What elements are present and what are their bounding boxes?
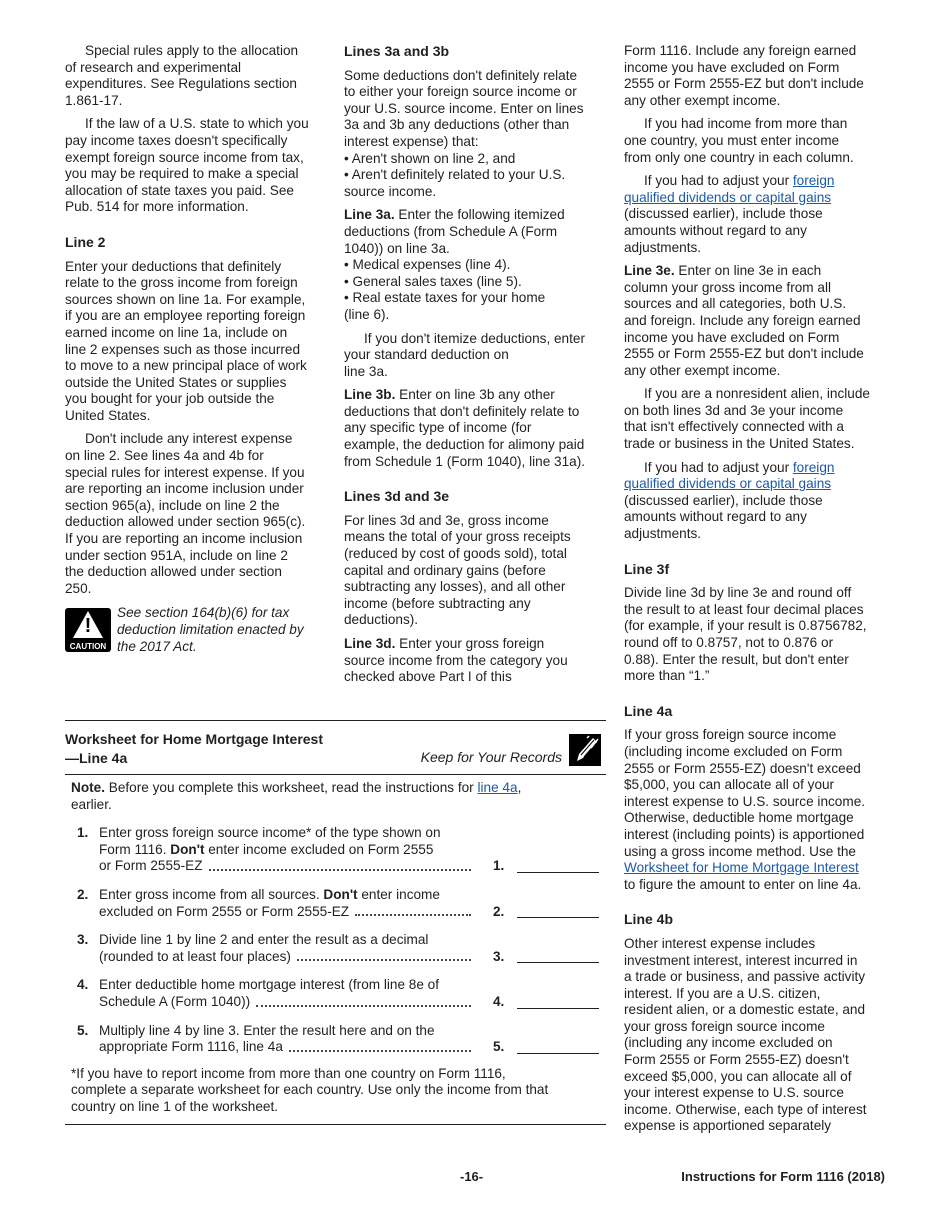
caution-label: CAUTION bbox=[69, 642, 107, 652]
dot-leader bbox=[355, 904, 471, 917]
worksheet-home-mortgage-interest bbox=[65, 720, 606, 1125]
text-line bbox=[344, 636, 606, 653]
text-line: checked above Part I of this bbox=[344, 669, 512, 685]
line-reference: 1. bbox=[493, 858, 505, 874]
text-line: income you have excluded on Form bbox=[624, 329, 840, 345]
text-line: relate to the gross income from foreign bbox=[65, 275, 298, 291]
line-number: 1. bbox=[77, 825, 89, 841]
text-line: sources and all categories, both U.S. bbox=[624, 296, 847, 312]
worksheet-line-1 bbox=[65, 825, 606, 875]
answer-blank[interactable] bbox=[517, 1053, 599, 1054]
text-line: deductions that don't definitely relate to bbox=[344, 403, 580, 419]
worksheet-title: Worksheet for Home Mortgage Interest bbox=[65, 731, 324, 747]
text-line: (including income excluded on Form bbox=[624, 743, 843, 759]
text-line bbox=[99, 904, 349, 921]
text-line: Enter your deductions that definitely bbox=[65, 258, 282, 274]
text-line bbox=[99, 842, 606, 859]
text-line: If you are a nonresident alien, include bbox=[644, 386, 870, 402]
note-text: Before you complete this worksheet, read the instructions for bbox=[104, 780, 478, 795]
text-line: the 2017 Act. bbox=[117, 638, 197, 654]
paragraph bbox=[344, 513, 606, 629]
link[interactable]: foreign bbox=[792, 459, 835, 475]
paragraph bbox=[65, 431, 330, 597]
text-line: For lines 3d and 3e, gross income bbox=[344, 512, 549, 528]
text-line: 2555 or Form 2555-EZ but don't include bbox=[624, 346, 864, 362]
page-number: -16- bbox=[460, 1169, 484, 1184]
text-line: to figure the amount to enter on line 4a. bbox=[624, 876, 862, 892]
text-run: Enter your gross foreign bbox=[395, 636, 545, 651]
text-line bbox=[99, 1039, 475, 1056]
text-line: amounts without regard to any bbox=[624, 509, 807, 525]
text-line bbox=[624, 460, 889, 477]
line-reference: 2. bbox=[493, 903, 505, 919]
answer-blank[interactable] bbox=[517, 917, 599, 918]
text-line: See section 164(b)(6) for tax bbox=[117, 605, 290, 621]
text-line: deductions). bbox=[344, 612, 419, 628]
text-line: you may be required to make a special bbox=[65, 166, 299, 182]
bold-lead-in: Line 3e. bbox=[624, 263, 675, 279]
text-line: • Medical expenses (line 4). bbox=[344, 257, 511, 273]
text-line: the deduction allowed under section bbox=[65, 564, 282, 580]
text-line: one country, you must enter income bbox=[624, 132, 840, 148]
text-line: if you are an employee reporting foreign bbox=[65, 308, 306, 324]
text-line: 0.88). Enter the result, but don't enter bbox=[624, 651, 849, 667]
text-line: on line 2. See lines 4a and 4b for bbox=[65, 448, 264, 464]
dot-leader bbox=[209, 858, 472, 871]
text-line: deductions (from Schedule A (Form bbox=[344, 223, 558, 239]
bold-lead-in: Line 3d. bbox=[344, 636, 396, 651]
text-line: adjustments. bbox=[624, 526, 702, 542]
text-line: under section 951A, include on line 2 bbox=[65, 547, 288, 563]
text-line: Form 1116. Include any foreign earned bbox=[624, 43, 857, 58]
text-line: investment interest, interest incurred in bbox=[624, 952, 858, 968]
text-line: If the law of a U.S. state to which you bbox=[85, 116, 309, 132]
text-line: 2555 or Form 2555-EZ) doesn't exceed bbox=[624, 760, 861, 776]
text-line: sources shown on line 1a. For example, bbox=[65, 291, 306, 307]
text-run: If you had to adjust your bbox=[644, 173, 793, 189]
paragraph bbox=[624, 936, 889, 1135]
text-line: • Aren't definitely related to your U.S. bbox=[344, 167, 566, 183]
worksheet-line-3 bbox=[65, 932, 606, 965]
link[interactable]: qualified dividends or capital gains bbox=[624, 476, 832, 492]
keep-for-records: Keep for Your Records bbox=[420, 749, 562, 765]
worksheet-header bbox=[65, 721, 606, 775]
text-line: that isn't effectively connected with a bbox=[624, 419, 844, 435]
text-line: and foreign. Include any foreign earned bbox=[624, 312, 861, 328]
text-line: Divide line 3d by line 3e and round off bbox=[624, 585, 852, 601]
note-label: Note. bbox=[71, 780, 105, 795]
text-line: 1.861-17. bbox=[65, 92, 123, 108]
text-line: any specific type of income (for bbox=[344, 420, 532, 436]
paragraph bbox=[344, 68, 606, 201]
text-line: (for example, if your result is 0.8756782, bbox=[624, 618, 867, 634]
text-line: are reporting an income inclusion under bbox=[65, 481, 304, 497]
text-line: your gross foreign source income bbox=[624, 1018, 825, 1034]
paragraph bbox=[624, 263, 889, 379]
text-line: the result to at least four decimal places bbox=[624, 601, 864, 617]
paragraph bbox=[344, 207, 606, 323]
text-line bbox=[99, 949, 475, 966]
worksheet-line-2 bbox=[65, 887, 606, 920]
worksheet-subtitle: —Line 4a bbox=[65, 750, 128, 766]
text-line: your U.S. source income. Enter on lines bbox=[344, 100, 584, 116]
text-line bbox=[624, 190, 889, 207]
text-line: (reduced by cost of goods sold), total bbox=[344, 546, 567, 562]
text-line: exempt foreign source income from tax, bbox=[65, 149, 304, 165]
text-line bbox=[99, 858, 203, 875]
text-line: of research and experimental bbox=[65, 59, 242, 75]
text-line: *If you have to report income from more than one country on Form 1116, bbox=[71, 1065, 506, 1081]
dot-leader bbox=[297, 949, 471, 962]
text-line: column your gross income from all bbox=[624, 279, 831, 295]
paragraph bbox=[344, 636, 606, 686]
bold-lead-in: Line 3b. bbox=[344, 387, 396, 403]
text-line bbox=[624, 263, 889, 280]
line-reference: 3. bbox=[493, 948, 505, 964]
text-run: Enter deductible home mortgage interest (from line 8e of bbox=[99, 977, 440, 993]
text-line: Special rules apply to the allocation bbox=[85, 43, 299, 58]
paragraph bbox=[624, 386, 889, 452]
text-line: section 965(a), include on line 2 the bbox=[65, 497, 280, 513]
text-line: If you don't itemize deductions, enter bbox=[364, 330, 585, 346]
text-line: • Real estate taxes for your home bbox=[344, 290, 546, 306]
answer-blank[interactable] bbox=[517, 962, 599, 963]
text-line bbox=[99, 887, 606, 904]
text-line: Otherwise, deductible home mortgage bbox=[624, 810, 854, 826]
text-line: source income from the category you bbox=[344, 652, 568, 668]
caution-icon bbox=[65, 608, 111, 652]
text-line bbox=[99, 1039, 283, 1056]
text-line: deduction allowed under section 965(c). bbox=[65, 514, 306, 530]
text-line: United States. bbox=[65, 407, 151, 423]
line-number: 5. bbox=[77, 1022, 89, 1038]
text-line: complete a separate worksheet for each country. Use only the income from that bbox=[71, 1082, 549, 1098]
text-line bbox=[624, 860, 889, 877]
line-number: 3. bbox=[77, 932, 89, 948]
column-left bbox=[65, 43, 330, 655]
text-run: excluded on Form 2555 or Form 2555-EZ bbox=[99, 903, 350, 919]
text-line: more than “1.” bbox=[624, 668, 710, 684]
column-middle bbox=[344, 43, 606, 693]
text-run: Enter gross income from all sources. bbox=[99, 886, 324, 902]
text-run: appropriate Form 1116, line 4a bbox=[99, 1039, 283, 1055]
text-line: round off to 0.8757, not to 0.876 or bbox=[624, 635, 834, 650]
text-line: interest expense) that: bbox=[344, 133, 479, 149]
text-line bbox=[99, 994, 250, 1011]
worksheet-note bbox=[65, 775, 606, 813]
text-line: any other exempt income. bbox=[624, 362, 781, 378]
text-run: Form 1116. bbox=[99, 841, 171, 857]
section-heading: Line 2 bbox=[65, 233, 106, 250]
paragraph bbox=[624, 43, 889, 109]
text-run: Enter gross foreign source income* of the type shown on bbox=[99, 825, 441, 841]
text-run: or Form 2555-EZ bbox=[99, 858, 203, 874]
paragraph bbox=[65, 259, 330, 425]
text-line: your standard deduction on bbox=[344, 347, 509, 363]
text-run: Multiply line 4 by line 3. Enter the result here and on the bbox=[99, 1022, 435, 1038]
text-line: trade or business in the United States. bbox=[624, 436, 855, 452]
paragraph bbox=[624, 173, 889, 256]
line-4a-link[interactable]: line 4a bbox=[477, 780, 518, 795]
text-line bbox=[99, 858, 475, 875]
paragraph bbox=[65, 43, 330, 109]
text-line: interest. If you are a U.S. citizen, bbox=[624, 985, 821, 1001]
text-line: If you are reporting an income inclusion bbox=[65, 531, 303, 547]
text-line: interest expense to U.S. source income. bbox=[624, 793, 866, 809]
text-line: source income. bbox=[344, 183, 437, 199]
text-line: allocation of state taxes you paid. See bbox=[65, 182, 294, 198]
text-line: $5,000, you can allocate all of your bbox=[624, 777, 835, 793]
answer-blank[interactable] bbox=[517, 872, 599, 873]
text-run: enter income excluded on Form 2555 bbox=[204, 841, 434, 857]
text-line: interest (including points) is apportioned bbox=[624, 826, 865, 842]
text-line: line 2 expenses such as those incurred bbox=[65, 341, 301, 357]
text-line: expense is apportioned separately bbox=[624, 1118, 832, 1134]
section-heading: Line 3f bbox=[624, 560, 670, 577]
text-line: example, the deduction for alimony paid bbox=[344, 437, 585, 453]
paragraph bbox=[624, 116, 889, 166]
text-line bbox=[99, 904, 475, 921]
text-line: Form 2555 or Form 2555-EZ) doesn't bbox=[624, 1052, 849, 1068]
text-line: If you had income from more than bbox=[644, 116, 848, 132]
text-line: 250. bbox=[65, 580, 92, 596]
text-line: adjustments. bbox=[624, 239, 702, 255]
worksheet-line-4 bbox=[65, 977, 606, 1010]
text-run: Schedule A (Form 1040)) bbox=[99, 993, 251, 1009]
link[interactable]: qualified dividends or capital gains bbox=[624, 189, 832, 205]
link[interactable]: Worksheet for Home Mortgage Interest bbox=[624, 860, 859, 876]
text-line: earned income on line 1a, include on bbox=[65, 324, 288, 340]
text-line: Pub. 514 for more information. bbox=[65, 199, 249, 215]
paragraph bbox=[65, 116, 330, 216]
text-line: to move to a new principal place of work bbox=[65, 358, 307, 374]
section-heading: Lines 3d and 3e bbox=[344, 488, 450, 505]
caution-note bbox=[65, 605, 330, 655]
text-line bbox=[99, 825, 606, 842]
line-number: 4. bbox=[77, 977, 89, 993]
text-line: expenditures. See Regulations section bbox=[65, 76, 297, 92]
text-line: resident alien, or a domestic estate, and bbox=[624, 1002, 866, 1018]
text-line: you bought for your job outside the bbox=[65, 391, 275, 407]
pencil-icon bbox=[569, 734, 601, 766]
section-heading: Line 4a bbox=[624, 702, 673, 719]
text-line: pay income taxes doesn't specifically bbox=[65, 132, 288, 148]
text-line: amounts without regard to any bbox=[624, 222, 807, 238]
text-line: (discussed earlier), include those bbox=[624, 492, 823, 508]
text-line: from only one country in each column. bbox=[624, 149, 854, 165]
text-line: any other exempt income. bbox=[624, 92, 781, 108]
text-line: means the total of your gross receipts bbox=[344, 529, 571, 545]
bold-lead-in: Line 3a. bbox=[344, 207, 395, 223]
text-run: Divide line 1 by line 2 and enter the result as a decimal bbox=[99, 932, 429, 948]
text-line: exceed $5,000, you can allocate all of bbox=[624, 1068, 852, 1084]
text-line bbox=[99, 1023, 606, 1040]
bold-lead-in: Don't bbox=[323, 886, 358, 902]
text-line: If your gross foreign source income bbox=[624, 727, 837, 743]
answer-blank[interactable] bbox=[517, 1008, 599, 1009]
text-line bbox=[99, 994, 475, 1011]
link[interactable]: foreign bbox=[792, 173, 835, 189]
worksheet-line-5 bbox=[65, 1023, 606, 1056]
line-number: 2. bbox=[77, 886, 89, 902]
text-line: income (before subtracting any bbox=[344, 595, 531, 611]
text-line: special rules for interest expense. If you bbox=[65, 464, 305, 480]
paragraph bbox=[624, 727, 889, 893]
text-line bbox=[99, 932, 606, 949]
text-line: your interest expense to U.S. source bbox=[624, 1085, 844, 1101]
text-line: Some deductions don't definitely relate bbox=[344, 67, 578, 83]
text-line: line 3a. bbox=[344, 363, 388, 379]
text-line: a trade or business, and passive activity bbox=[624, 969, 866, 985]
note-text: earlier. bbox=[71, 796, 112, 812]
text-line: Other interest expense includes bbox=[624, 935, 816, 951]
text-line: (including any income excluded on bbox=[624, 1035, 833, 1051]
text-line: to either your foreign source income or bbox=[344, 84, 577, 100]
paragraph bbox=[344, 331, 606, 381]
text-line: • Aren't shown on line 2, and bbox=[344, 150, 516, 166]
text-run: If you had to adjust your bbox=[644, 459, 793, 475]
worksheet-footnote bbox=[65, 1056, 606, 1124]
column-right bbox=[624, 43, 889, 1142]
exclamation-icon: ! bbox=[84, 615, 92, 638]
text-line bbox=[344, 387, 606, 404]
text-line bbox=[624, 476, 889, 493]
paragraph bbox=[344, 387, 606, 470]
text-line: using a gross income method. Use the bbox=[624, 843, 856, 859]
worksheet-items bbox=[65, 825, 606, 1056]
text-run: Enter on line 3e in each bbox=[674, 263, 822, 279]
bold-lead-in: Don't bbox=[170, 841, 205, 857]
text-run: (rounded to at least four places) bbox=[99, 948, 291, 964]
note-text: , bbox=[517, 780, 522, 795]
text-line: from Schedule 1 (Form 1040), line 31a). bbox=[344, 453, 586, 469]
text-line: capital and ordinary gains (before bbox=[344, 562, 546, 578]
dot-leader bbox=[289, 1039, 471, 1052]
text-line: Don't include any interest expense bbox=[85, 431, 293, 447]
text-line: income. Otherwise, each type of interest bbox=[624, 1101, 867, 1117]
text-line: on both lines 3d and 3e your income bbox=[624, 402, 844, 418]
text-line bbox=[99, 977, 606, 994]
dot-leader bbox=[256, 994, 471, 1007]
text-line bbox=[99, 949, 291, 966]
text-run: enter income bbox=[357, 886, 440, 902]
text-run: Enter on line 3b any other bbox=[395, 387, 555, 403]
text-line bbox=[624, 173, 889, 190]
text-line: income you have excluded on Form bbox=[624, 59, 840, 75]
text-line bbox=[344, 207, 606, 224]
line-reference: 4. bbox=[493, 993, 505, 1009]
section-heading: Lines 3a and 3b bbox=[344, 43, 450, 59]
text-line: deduction limitation enacted by bbox=[117, 622, 304, 637]
line-reference: 5. bbox=[493, 1039, 505, 1055]
footer-title: Instructions for Form 1116 (2018) bbox=[681, 1169, 885, 1184]
paragraph bbox=[624, 585, 889, 685]
text-line: outside the United States or supplies bbox=[65, 374, 287, 390]
text-run: Enter the following itemized bbox=[394, 207, 565, 223]
text-line: 1040)) on line 3a. bbox=[344, 240, 450, 256]
text-line: 3a and 3b any deductions (other than bbox=[344, 117, 570, 133]
caution-text bbox=[117, 605, 304, 655]
text-line: subtracting any losses), and all other bbox=[344, 579, 566, 595]
text-line: country on line 1 of the worksheet. bbox=[71, 1098, 279, 1114]
text-line: (line 6). bbox=[344, 306, 390, 322]
section-heading: Line 4b bbox=[624, 911, 674, 928]
text-line: • General sales taxes (line 5). bbox=[344, 273, 522, 289]
text-line: (discussed earlier), include those bbox=[624, 206, 823, 222]
paragraph bbox=[624, 460, 889, 543]
text-line: 2555 or Form 2555-EZ but don't include bbox=[624, 76, 864, 92]
